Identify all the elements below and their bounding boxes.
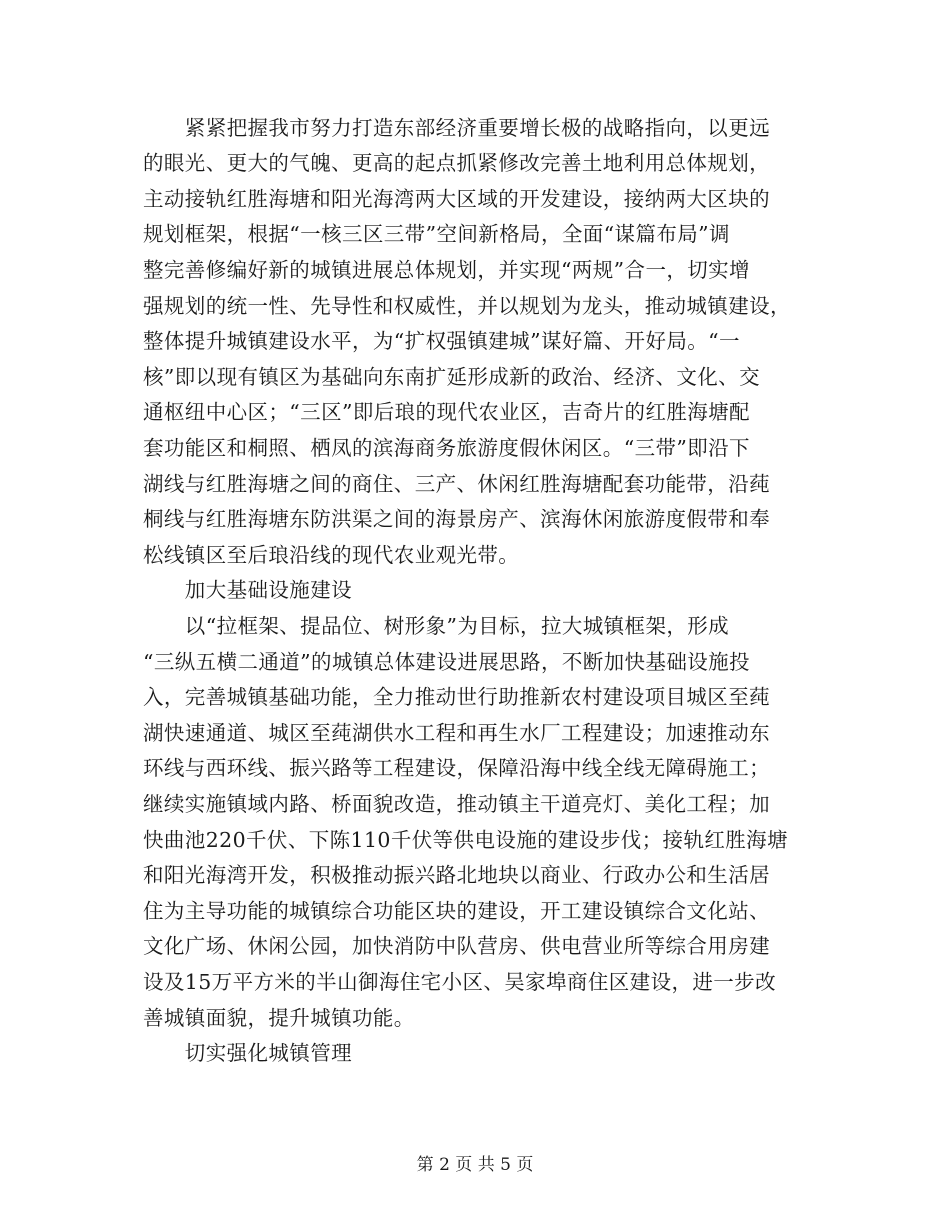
body-text-line: 湖快速通道、城区至莼湖供水工程和再生水厂工程建设；加速推动东 — [143, 721, 770, 745]
body-text-line: 套功能区和桐照、栖凤的滨海商务旅游度假休闲区。“三带”即沿下 — [143, 436, 750, 460]
section-heading: 加大基础设施建设 — [143, 578, 352, 602]
body-text-line: 环线与西环线、振兴路等工程建设，保障沿海中线全线无障碍施工； — [143, 756, 770, 780]
body-text-line: 强规划的统一性、先导性和权威性，并以规划为龙头，推动城镇建设， — [143, 294, 791, 318]
body-text-line: 住为主导功能的城镇综合功能区块的建设，开工建设镇综合文化站、 — [143, 899, 770, 923]
body-text-line: 湖线与红胜海塘之间的商住、三产、休闲红胜海塘配套功能带，沿莼 — [143, 472, 770, 496]
body-text-line: 桐线与红胜海塘东防洪渠之间的海景房产、滨海休闲旅游度假带和奉 — [143, 507, 770, 531]
body-text-line: 文化广场、休闲公园，加快消防中队营房、供电营业所等综合用房建 — [143, 934, 770, 958]
body-text-line: 紧紧把握我市努力打造东部经济重要增长极的战略指向，以更远 — [143, 116, 770, 140]
body-text-line: 整体提升城镇建设水平，为“扩权强镇建城”谋好篇、开好局。“一 — [143, 329, 740, 353]
body-text-line: 善城镇面貌，提升城镇功能。 — [143, 1006, 415, 1030]
body-text-line: 快曲池220千伏、下陈110千伏等供电设施的建设步伐；接轨红胜海塘 — [143, 828, 788, 852]
section-heading: 切实强化城镇管理 — [143, 1041, 352, 1065]
body-text-line: 的眼光、更大的气魄、更高的起点抓紧修改完善土地利用总体规划， — [143, 151, 770, 175]
page-number-footer: 第 2 页 共 5 页 — [416, 1155, 534, 1175]
body-text-line: 主动接轨红胜海塘和阳光海湾两大区域的开发建设，接纳两大区块的 — [143, 187, 770, 211]
body-text-line: “三纵五横二通道”的城镇总体建设进展思路，不断加快基础设施投 — [143, 650, 750, 674]
body-text-line: 规划框架，根据“一核三区三带”空间新格局，全面“谋篇布局”调 — [143, 222, 730, 246]
body-text-line: 整完善修编好新的城镇进展总体规划，并实现“两规”合一，切实增 — [143, 258, 750, 282]
body-text-line: 核”即以现有镇区为基础向东南扩延形成新的政治、经济、文化、交 — [143, 365, 760, 389]
body-text-line: 松线镇区至后琅沿线的现代农业观光带。 — [143, 543, 520, 567]
body-text-line: 设及15万平方米的半山御海住宅小区、吴家埠商住区建设，进一步改 — [143, 970, 776, 994]
body-text-line: 和阳光海湾开发，积极推动振兴路北地块以商业、行政办公和生活居 — [143, 863, 770, 887]
body-text-line: 以“拉框架、提品位、树形象”为目标，拉大城镇框架，形成 — [143, 614, 730, 638]
body-text-line: 入，完善城镇基础功能，全力推动世行助推新农村建设项目城区至莼 — [143, 685, 770, 709]
body-text-line: 通枢纽中心区；“三区”即后琅的现代农业区，吉奇片的红胜海塘配 — [143, 400, 750, 424]
body-text-line: 继续实施镇域内路、桥面貌改造，推动镇主干道亮灯、美化工程；加 — [143, 792, 770, 816]
